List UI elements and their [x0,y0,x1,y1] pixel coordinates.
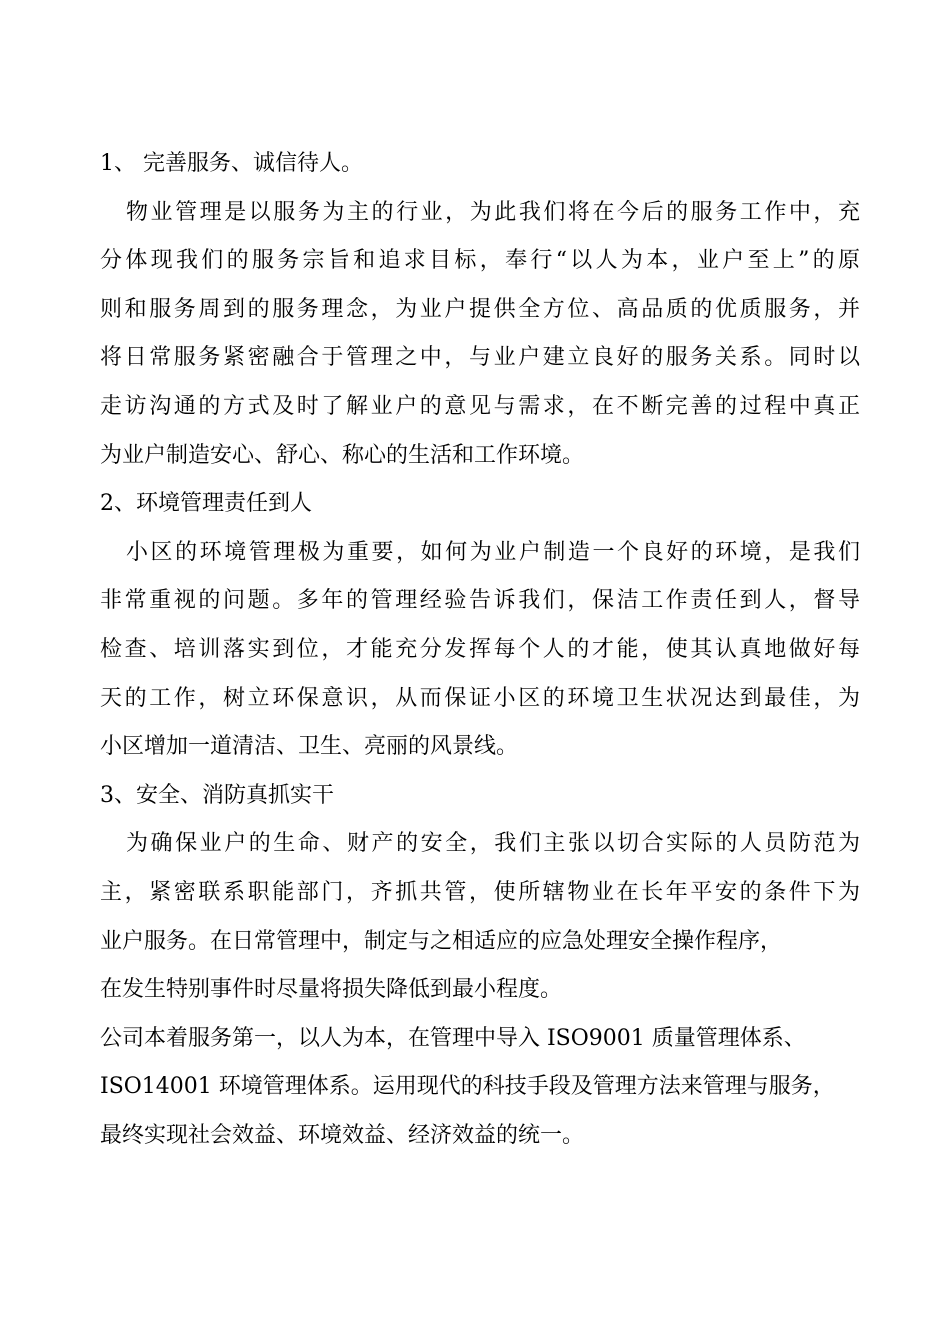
paragraph [100,529,860,772]
text-line: 则和服务周到的服务理念，为业户提供全方位、高品质的优质服务，并 [100,296,860,322]
text-line: 小区增加一道清洁、卫生、亮丽的风景线。 [100,734,519,760]
section-heading: 1、 完善服务、诚信待人。 [100,151,363,176]
section-heading: 2、环境管理责任到人 [100,491,312,517]
text-line: ISO14001 环境管理体系。运用现代的科技手段及管理方法来管理与服务， [100,1074,835,1100]
text-line: 检查、培训落实到位，才能充分发挥每个人的才能，使其认真地做好每 [100,636,860,662]
text-line: 将日常服务紧密融合于管理之中，与业户建立良好的服务关系。同时以 [100,345,860,371]
text-line: 公司本着服务第一，以人为本，在管理中导入 ISO9001 质量管理体系、 [100,1025,806,1051]
text-line: 为确保业户的生命、财产的安全，我们主张以切合实际的人员防范为 [126,831,860,857]
text-line: 物业管理是以服务为主的行业，为此我们将在今后的服务工作中，充 [126,199,860,225]
paragraph [100,820,860,1014]
paragraph [100,189,860,481]
text-line: 在发生特别事件时尽量将损失降低到最小程度。 [100,977,563,1003]
section-heading: 3、安全、消防真抓实干 [100,782,334,808]
text-line: 非常重视的问题。多年的管理经验告诉我们，保洁工作责任到人，督导 [100,588,860,614]
text-line: 走访沟通的方式及时了解业户的意见与需求，在不断完善的过程中真正 [100,393,860,419]
closing-paragraph [100,1015,860,1161]
text-line: 为业户制造安心、舒心、称心的生活和工作环境。 [100,442,585,468]
text-line: 主，紧密联系职能部门，齐抓共管，使所辖物业在长年平安的条件下为 [100,879,860,905]
document-body [100,140,860,1160]
text-line: 业户服务。在日常管理中，制定与之相适应的应急处理安全操作程序， [100,928,783,954]
text-line: 最终实现社会效益、环境效益、经济效益的统一。 [100,1122,585,1148]
text-line: 小区的环境管理极为重要，如何为业户制造一个良好的环境，是我们 [126,539,860,565]
text-line: 天的工作，树立环保意识，从而保证小区的环境卫生状况达到最佳，为 [100,685,860,711]
text-line: 分体现我们的服务宗旨和追求目标，奉行“以人为本，业户至上”的原 [100,248,860,274]
